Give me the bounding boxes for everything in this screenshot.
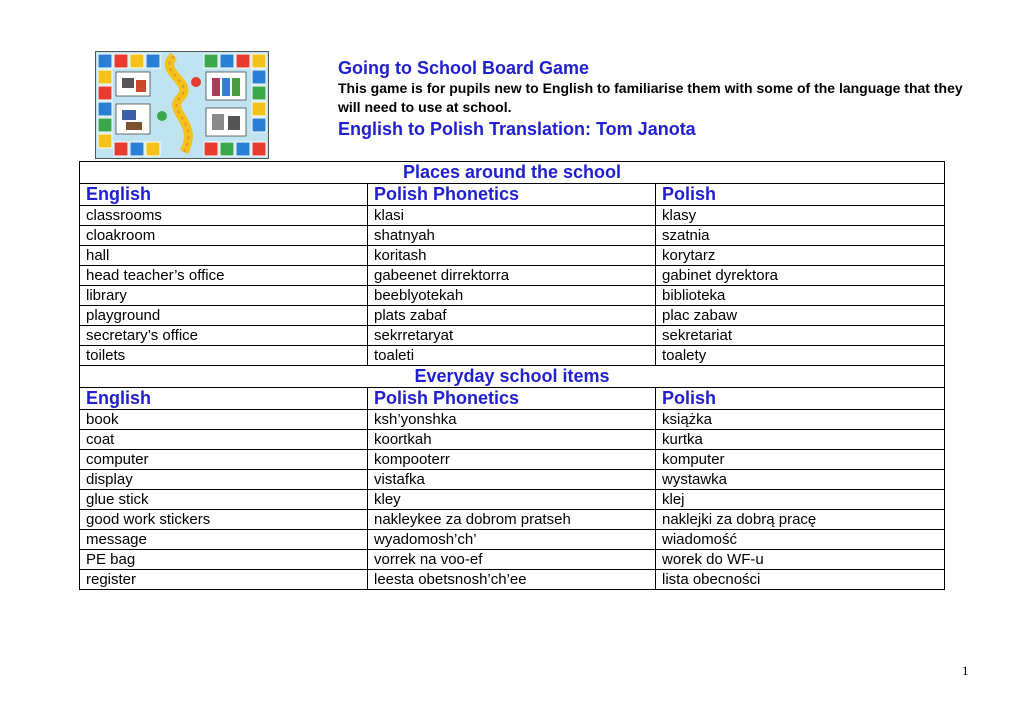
translation-credit: English to Polish Translation: Tom Janota [338,119,696,139]
phonetics-cell: vorrek na voo-ef [368,550,656,570]
english-cell: library [80,286,368,306]
table-row [80,266,945,286]
board-game-image [95,51,269,159]
table-row [80,510,945,530]
column-header-row [80,388,945,410]
phonetics-cell: leesta obetsnosh’ch’ee [368,570,656,590]
polish-cell: plac zabaw [656,306,945,326]
phonetics-cell: koritash [368,246,656,266]
phonetics-cell: kley [368,490,656,510]
english-cell: message [80,530,368,550]
column-header: Polish Phonetics [368,184,656,206]
vocabulary-table-body [80,162,945,590]
english-cell: book [80,410,368,430]
table-row [80,306,945,326]
phonetics-cell: beeblyotekah [368,286,656,306]
english-cell: toilets [80,346,368,366]
phonetics-cell: klasi [368,206,656,226]
phonetics-cell: wyadomosh’ch’ [368,530,656,550]
english-cell: PE bag [80,550,368,570]
polish-cell: toalety [656,346,945,366]
document-title: Going to School Board Game [338,58,590,78]
english-cell: secretary’s office [80,326,368,346]
polish-cell: komputer [656,450,945,470]
vocabulary-table [79,161,945,590]
table-row [80,246,945,266]
section-title: Everyday school items [80,366,945,388]
polish-cell: wystawka [656,470,945,490]
english-cell: register [80,570,368,590]
english-cell: glue stick [80,490,368,510]
english-cell: classrooms [80,206,368,226]
polish-cell: sekretariat [656,326,945,346]
page-number: 1 [962,663,969,678]
board-game-illustration [96,52,268,158]
column-header: Polish Phonetics [368,388,656,410]
phonetics-cell: koortkah [368,430,656,450]
column-header: English [80,184,368,206]
polish-cell: lista obecności [656,570,945,590]
column-header: English [80,388,368,410]
section-title-row [80,162,945,184]
english-cell: coat [80,430,368,450]
english-cell: display [80,470,368,490]
polish-cell: worek do WF-u [656,550,945,570]
column-header: Polish [656,388,945,410]
table-row [80,206,945,226]
english-cell: playground [80,306,368,326]
phonetics-cell: toaleti [368,346,656,366]
phonetics-cell: plats zabaf [368,306,656,326]
table-row [80,286,945,306]
phonetics-cell: sekrretaryat [368,326,656,346]
section-title-row [80,366,945,388]
table-row [80,470,945,490]
document-description: This game is for pupils new to English to familiarise them with some of the language that they will need to use at school. [338,80,963,115]
phonetics-cell: kompooterr [368,450,656,470]
english-cell: good work stickers [80,510,368,530]
english-cell: cloakroom [80,226,368,246]
polish-cell: gabinet dyrektora [656,266,945,286]
english-cell: hall [80,246,368,266]
table-row [80,450,945,470]
table-row [80,490,945,510]
table-row [80,530,945,550]
phonetics-cell: naklеykee za dobrom pratseh [368,510,656,530]
phonetics-cell: ksh’yonshka [368,410,656,430]
table-row [80,326,945,346]
polish-cell: szatnia [656,226,945,246]
column-header: Polish [656,184,945,206]
table-row [80,410,945,430]
table-row [80,550,945,570]
phonetics-cell: gabeenet dirrektorra [368,266,656,286]
phonetics-cell: shatnyah [368,226,656,246]
section-title: Places around the school [80,162,945,184]
polish-cell: biblioteka [656,286,945,306]
column-header-row [80,184,945,206]
polish-cell: książka [656,410,945,430]
document-header [338,57,978,141]
table-row [80,226,945,246]
table-row [80,430,945,450]
polish-cell: kurtka [656,430,945,450]
polish-cell: klej [656,490,945,510]
polish-cell: korytarz [656,246,945,266]
polish-cell: klasy [656,206,945,226]
english-cell: head teacher’s office [80,266,368,286]
polish-cell: wiadomość [656,530,945,550]
table-row [80,346,945,366]
english-cell: computer [80,450,368,470]
table-row [80,570,945,590]
polish-cell: naklejki za dobrą pracę [656,510,945,530]
phonetics-cell: vistafka [368,470,656,490]
